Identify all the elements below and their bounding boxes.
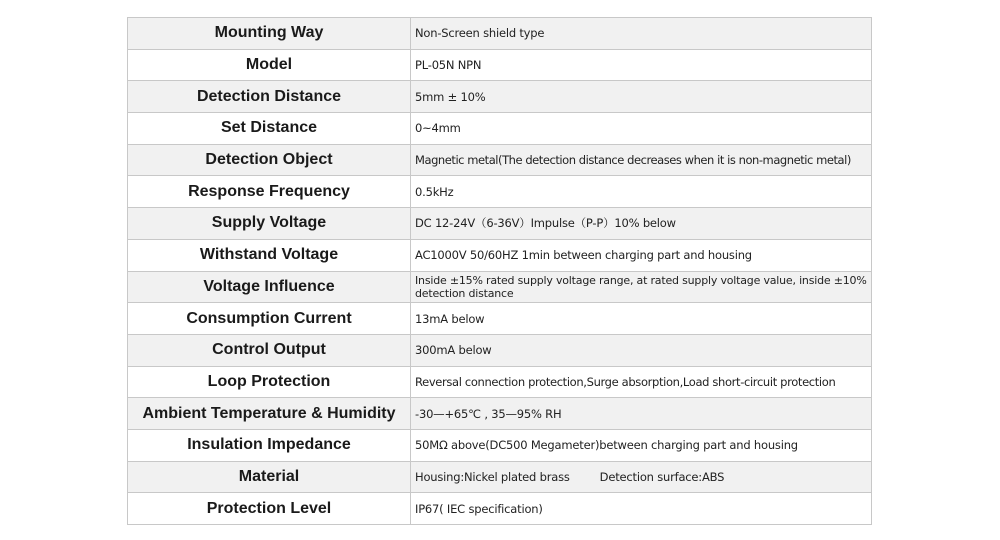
spec-value: IP67( IEC specification)	[411, 493, 872, 525]
spec-label: Ambient Temperature & Humidity	[128, 398, 411, 430]
spec-value-surface: Detection surface:ABS	[599, 469, 725, 484]
spec-value-text: Magnetic metal(The detection distance decreases when it is non-magnetic metal)	[415, 153, 851, 168]
spec-value	[411, 144, 872, 176]
spec-label: Supply Voltage	[128, 208, 411, 240]
spec-value	[411, 461, 872, 493]
spec-value: 300mA below	[411, 334, 872, 366]
spec-value	[411, 271, 872, 303]
spec-row-mounting-way	[128, 18, 872, 50]
spec-value: 0~4mm	[411, 113, 872, 145]
spec-value	[411, 366, 872, 398]
spec-row-protection-level	[128, 493, 872, 525]
spec-label: Protection Level	[128, 493, 411, 525]
spec-row-material	[128, 461, 872, 493]
spec-row-set-distance	[128, 113, 872, 145]
spec-table	[127, 17, 872, 525]
spec-label: Material	[128, 461, 411, 493]
spec-label: Detection Distance	[128, 81, 411, 113]
spec-row-detection-object	[128, 144, 872, 176]
spec-value-housing: Housing:Nickel plated brass	[415, 469, 570, 484]
spec-row-insulation-impedance	[128, 429, 872, 461]
spec-label: Detection Object	[128, 144, 411, 176]
spec-row-consumption-current	[128, 303, 872, 335]
spec-label: Response Frequency	[128, 176, 411, 208]
spec-value: 50MΩ above(DC500 Megameter)between charging part and housing	[411, 429, 872, 461]
spec-value: -30—+65℃ , 35—95% RH	[411, 398, 872, 430]
spec-value: DC 12-24V（6-36V）Impulse（P-P）10% below	[411, 208, 872, 240]
spec-label: Model	[128, 49, 411, 81]
spec-label: Insulation Impedance	[128, 429, 411, 461]
spec-label: Consumption Current	[128, 303, 411, 335]
spec-row-control-output	[128, 334, 872, 366]
spec-row-voltage-influence	[128, 271, 872, 303]
spec-row-supply-voltage	[128, 208, 872, 240]
spec-label: Voltage Influence	[128, 271, 411, 303]
spec-label: Control Output	[128, 334, 411, 366]
spec-value: 5mm ± 10%	[411, 81, 872, 113]
spec-value-text: Reversal connection protection,Surge absorption,Load short-circuit protection	[415, 374, 836, 389]
spec-row-loop-protection	[128, 366, 872, 398]
spec-label: Mounting Way	[128, 18, 411, 50]
spec-row-model	[128, 49, 872, 81]
spec-row-ambient-temperature-humidity	[128, 398, 872, 430]
spec-value: 0.5kHz	[411, 176, 872, 208]
spec-label: Set Distance	[128, 113, 411, 145]
spec-row-response-frequency	[128, 176, 872, 208]
spec-value-text: Inside ±15% rated supply voltage range, at rated supply voltage value, inside ±10% detection distance	[415, 273, 867, 300]
spec-label: Loop Protection	[128, 366, 411, 398]
spec-value: PL-05N NPN	[411, 49, 872, 81]
spec-label: Withstand Voltage	[128, 239, 411, 271]
spec-row-detection-distance	[128, 81, 872, 113]
spec-value: 13mA below	[411, 303, 872, 335]
spec-value: Non-Screen shield type	[411, 18, 872, 50]
spec-value: AC1000V 50/60HZ 1min between charging part and housing	[411, 239, 872, 271]
spec-row-withstand-voltage	[128, 239, 872, 271]
